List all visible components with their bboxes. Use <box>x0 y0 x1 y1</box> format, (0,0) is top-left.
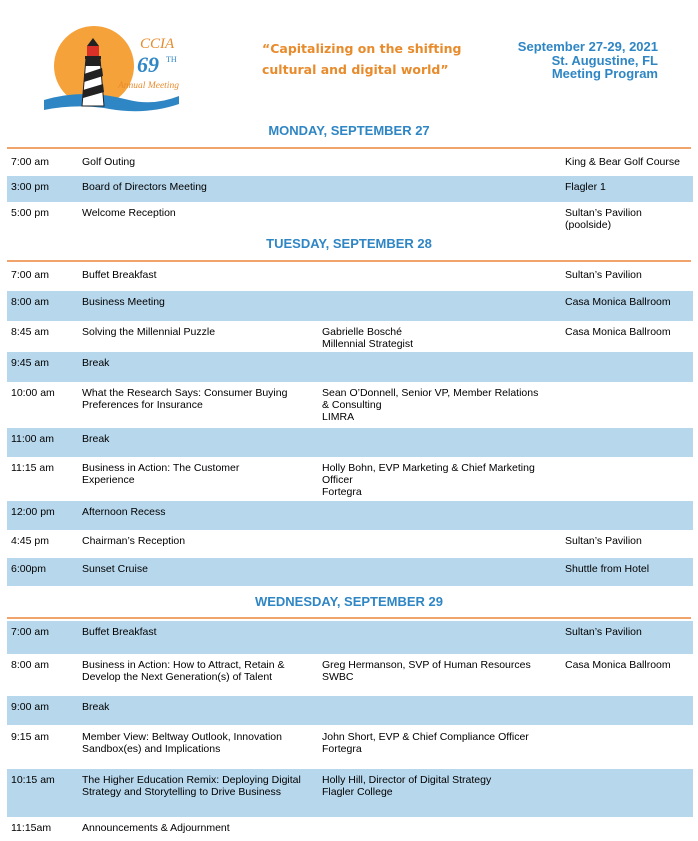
row-time: 7:00 am <box>11 626 49 638</box>
program-header <box>0 0 698 120</box>
row-speaker-line: LIMRA <box>322 411 355 423</box>
row-location <box>565 269 693 281</box>
row-event-line: Business Meeting <box>82 296 165 308</box>
row-time: 4:45 pm <box>11 535 49 547</box>
row-event-line: Solving the Millennial Puzzle <box>82 326 216 338</box>
row-event <box>82 535 312 547</box>
row-location-line: Sultan’s Pavilion <box>565 535 642 547</box>
row-location <box>565 207 693 231</box>
row-event-line: Sandbox(es) and Implications <box>82 743 221 755</box>
row-speaker-line: John Short, EVP & Chief Compliance Officer <box>322 731 529 743</box>
row-time: 9:00 am <box>11 701 49 713</box>
row-time: 7:00 am <box>11 156 49 168</box>
row-event-line: Develop the Next Generation(s) of Talent <box>82 671 273 683</box>
row-event <box>82 506 312 518</box>
row-event <box>82 626 312 638</box>
row-event <box>82 357 312 369</box>
row-event <box>82 207 312 219</box>
row-speaker <box>322 462 562 498</box>
row-event <box>82 433 312 445</box>
row-location-line: Shuttle from Hotel <box>565 563 650 575</box>
row-location-line: King & Bear Golf Course <box>565 156 680 168</box>
schedule-row <box>7 264 693 290</box>
day-title: WEDNESDAY, SEPTEMBER 29 <box>254 594 444 609</box>
row-speaker-line: & Consulting <box>322 399 382 411</box>
row-event <box>82 731 312 755</box>
schedule-row <box>7 321 693 352</box>
row-event-line: Member View: Beltway Outlook, Innovation <box>82 731 282 743</box>
schedule-row <box>7 457 693 501</box>
schedule-row <box>7 151 693 175</box>
row-event <box>82 659 312 683</box>
event-dates: September 27-29, 2021 <box>517 39 658 54</box>
row-speaker <box>322 731 562 755</box>
row-time: 7:00 am <box>11 269 49 281</box>
row-event <box>82 822 312 834</box>
row-event-line: Break <box>82 357 110 369</box>
row-time: 9:45 am <box>11 357 49 369</box>
row-location-line: (poolside) <box>565 219 612 231</box>
row-event-line: Break <box>82 701 110 713</box>
row-location <box>565 659 693 671</box>
schedule-row <box>7 621 693 654</box>
row-event-line: Strategy and Storytelling to Drive Business <box>82 786 282 798</box>
event-info <box>518 40 658 81</box>
row-event-line: Break <box>82 433 110 445</box>
tagline <box>262 38 477 80</box>
row-speaker-line: Fortegra <box>322 743 362 755</box>
row-event <box>82 563 312 575</box>
row-location <box>565 296 693 308</box>
row-location <box>565 535 693 547</box>
row-event-line: Experience <box>82 474 135 486</box>
row-location <box>565 326 693 338</box>
row-event-line: Sunset Cruise <box>82 563 148 575</box>
schedule-row <box>7 291 693 321</box>
row-event-line: Golf Outing <box>82 156 136 168</box>
row-speaker-line: Holly Bohn, EVP Marketing & Chief Marketing <box>322 462 535 474</box>
row-speaker <box>322 659 562 683</box>
row-location-line: Sultan’s Pavilion <box>565 207 642 219</box>
row-event-line: Preferences for Insurance <box>82 399 203 411</box>
row-event <box>82 774 312 798</box>
event-city: St. Augustine, FL <box>551 52 658 68</box>
row-location <box>565 626 693 638</box>
row-time: 11:00 am <box>11 433 54 445</box>
schedule-row <box>7 654 693 696</box>
schedule-row <box>7 352 693 382</box>
schedule-row <box>7 382 693 427</box>
row-event <box>82 462 312 486</box>
logo-subtitle: Annual Meeting <box>118 81 179 91</box>
row-event-line: The Higher Education Remix: Deploying Digital <box>82 774 301 786</box>
ccia-logo <box>44 22 204 118</box>
day-title: MONDAY, SEPTEMBER 27 <box>268 123 430 138</box>
row-time: 11:15am <box>11 822 52 834</box>
row-speaker-line: Flagler College <box>322 786 393 798</box>
lighthouse-logo-icon <box>44 22 204 118</box>
row-speaker <box>322 387 562 423</box>
row-event <box>82 326 312 338</box>
row-time: 3:00 pm <box>11 181 49 193</box>
row-time: 11:15 am <box>11 462 54 474</box>
row-speaker-line: Fortegra <box>322 486 362 498</box>
row-speaker <box>322 326 562 350</box>
row-location-line: Casa Monica Ballroom <box>565 296 671 308</box>
day-divider <box>7 260 691 262</box>
row-speaker <box>322 774 562 798</box>
schedule-row <box>7 696 693 725</box>
row-location-line: Casa Monica Ballroom <box>565 326 671 338</box>
row-time: 5:00 pm <box>11 207 49 219</box>
row-event-line: Business in Action: The Customer <box>82 462 240 474</box>
logo-ccia-text: CCIA <box>140 36 175 52</box>
day-divider <box>7 617 691 619</box>
day-title: TUESDAY, SEPTEMBER 28 <box>266 236 432 251</box>
row-event <box>82 156 312 168</box>
row-event-line: Buffet Breakfast <box>82 269 157 281</box>
schedule-row <box>7 817 693 841</box>
schedule-row <box>7 428 693 457</box>
tagline-line: cultural and digital world” <box>262 62 449 77</box>
row-event <box>82 181 312 193</box>
row-event-line: Chairman’s Reception <box>82 535 186 547</box>
row-event <box>82 701 312 713</box>
row-event-line: Business in Action: How to Attract, Retain & <box>82 659 285 671</box>
day-divider <box>7 147 691 149</box>
row-time: 8:00 am <box>11 296 49 308</box>
row-speaker-line: Greg Hermanson, SVP of Human Resources <box>322 659 531 671</box>
row-time: 10:00 am <box>11 387 55 399</box>
row-speaker-line: Millennial Strategist <box>322 338 414 350</box>
row-event <box>82 387 312 411</box>
row-event-line: Afternoon Recess <box>82 506 166 518</box>
schedule-row <box>7 202 693 234</box>
row-speaker-line: Officer <box>322 474 353 486</box>
schedule-row <box>7 769 693 817</box>
row-event <box>82 269 312 281</box>
row-event-line: Board of Directors Meeting <box>82 181 207 193</box>
row-time: 8:00 am <box>11 659 49 671</box>
schedule-row <box>7 176 693 202</box>
row-speaker-line: Sean O’Donnell, Senior VP, Member Relations <box>322 387 539 399</box>
row-location <box>565 181 693 193</box>
row-time: 6:00pm <box>11 563 47 575</box>
row-event-line: Announcements & Adjournment <box>82 822 230 834</box>
row-time: 8:45 am <box>11 326 49 338</box>
row-event-line: What the Research Says: Consumer Buying <box>82 387 288 399</box>
row-event <box>82 296 312 308</box>
row-location <box>565 156 693 168</box>
row-event-line: Welcome Reception <box>82 207 176 219</box>
row-event-line: Buffet Breakfast <box>82 626 157 638</box>
row-time: 10:15 am <box>11 774 55 786</box>
row-location-line: Sultan’s Pavilion <box>565 626 642 638</box>
row-speaker-line: Gabrielle Bosché <box>322 326 402 338</box>
row-time: 9:15 am <box>11 731 49 743</box>
schedule-row <box>7 501 693 530</box>
row-location-line: Flagler 1 <box>565 181 606 193</box>
schedule-row <box>7 530 693 558</box>
row-time: 12:00 pm <box>11 506 55 518</box>
tagline-line: “Capitalizing on the shifting <box>262 41 462 56</box>
row-speaker-line: SWBC <box>322 671 354 683</box>
row-speaker-line: Holly Hill, Director of Digital Strategy <box>322 774 492 786</box>
logo-number: 69 <box>137 52 159 77</box>
event-program-label: Meeting Program <box>551 66 658 81</box>
row-location-line: Casa Monica Ballroom <box>565 659 671 671</box>
row-location <box>565 563 693 575</box>
row-location-line: Sultan’s Pavilion <box>565 269 642 281</box>
schedule-row <box>7 558 693 586</box>
logo-suffix: TH <box>166 55 177 64</box>
schedule-row <box>7 726 693 769</box>
